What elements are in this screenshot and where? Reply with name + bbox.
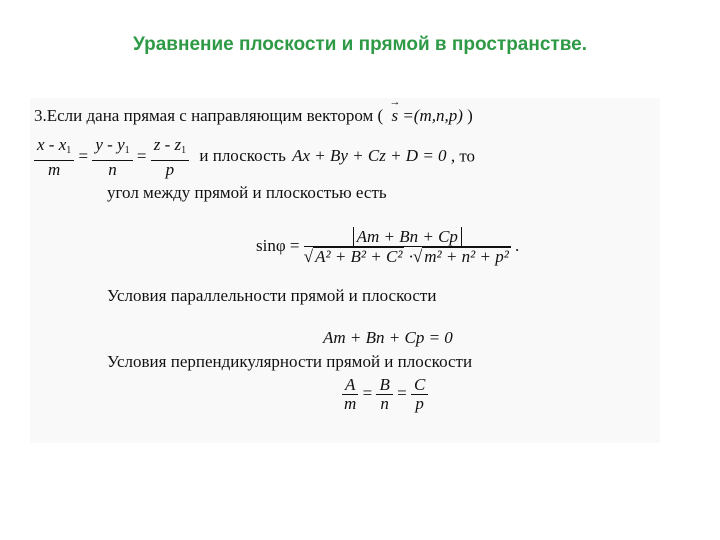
vector-arrow-icon: → [389,96,401,108]
subscript-1: 1 [181,145,187,156]
parallel-condition-equation: Am + Bn + Cp = 0 [323,328,453,347]
sin-formula [256,228,519,266]
fraction-z [151,136,189,179]
fraction-x-numerator: x - x [37,135,67,154]
perp-numerator-b: B [376,376,392,395]
perp-denominator-n: n [380,394,389,413]
plane-equation: Ax + By + Cz + D = 0 [292,146,447,166]
perp-numerator-c: C [411,376,428,395]
fraction-y-denominator: n [108,160,117,179]
perp-numerator-a: A [342,376,358,395]
item-3-intro-text: 3.Если дана прямая с направляющим вектором ( [34,106,384,125]
fraction-y-numerator: y - y [95,135,125,154]
subscript-1: 1 [124,145,130,156]
perp-fraction-b [376,376,392,413]
item-3-intro-line [34,96,473,126]
perp-denominator-p: p [415,394,424,413]
subscript-1: 1 [66,145,72,156]
fraction-z-numerator: z - z [153,135,182,154]
sin-fraction: $\frac{Am + Bn + Cp}{\text{√ A² + B² + C² ·√ m² + n² + p²}}$ [303,227,509,266]
direction-vector [387,96,467,125]
item-3-close-paren: ) [467,106,473,125]
and-plane-text: и плоскость [199,146,286,166]
sin-numerator: Am + Bn + Cp [353,227,462,246]
fraction-y [92,136,132,179]
angle-description: угол между прямой и плоскостью есть [107,183,387,202]
sin-period: . [515,235,520,255]
fraction-x [34,136,74,179]
sin-denominator-left: A² + B² + C² [315,247,403,266]
perpendicular-condition-text: Условия перпендикулярности прямой и плоскости [107,352,473,371]
vector-s-label: s [391,106,399,125]
perp-denominator-m: m [344,394,357,413]
parallel-condition-text: Условия параллельности прямой и плоскости [107,286,437,305]
sin-denominator-right: m² + n² + p² [424,247,509,266]
vector-components: =(m,n,p) [402,106,463,125]
line-equation-row: $\frac{x - x_1}{m}$ = $\frac{y - y_1}{n}$ = $\frac{z - z_1}{p}$ и плоскость Ax + By + Cz + D = 0 , то [34,136,475,179]
sin-label: sinφ = [256,235,300,255]
perp-fraction-c [411,376,428,413]
perp-fraction-a [342,376,358,413]
slide-title: Уравнение плоскости и прямой в пространстве. [133,34,587,55]
then-word: , то [450,146,476,166]
fraction-x-denominator: m [47,160,61,179]
fraction-z-denominator: p [165,160,175,179]
perpendicular-condition-equation: $\frac{A}{m}$ = $\frac{B}{n}$ = $\frac{C}{p}$ [342,376,428,413]
